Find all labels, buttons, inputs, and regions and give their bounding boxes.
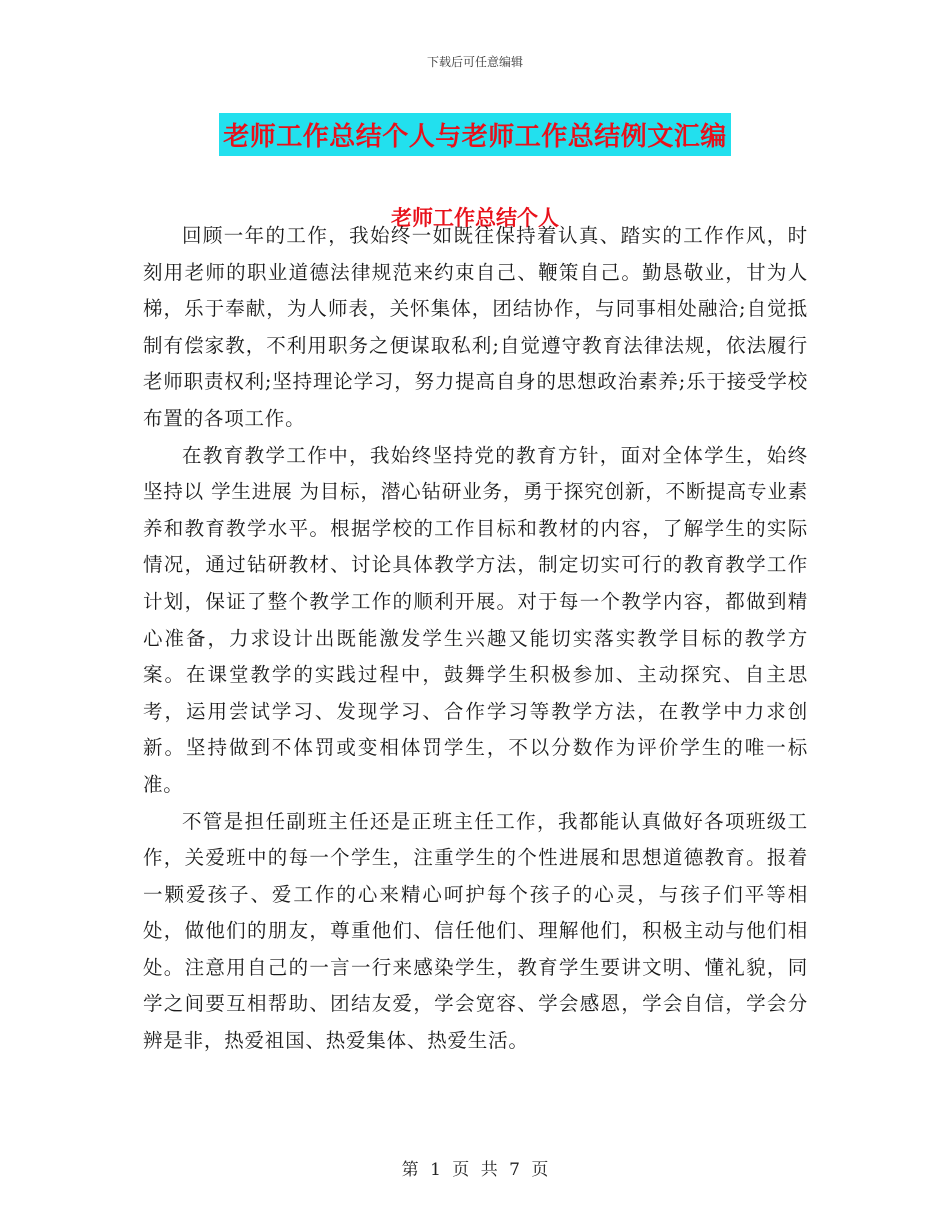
document-body [143,218,808,1060]
paragraph-1: 回顾一年的工作，我始终一如既往保持着认真、踏实的工作作风，时刻用老师的职业道德法律规范来约束自己、鞭策自己。勤恳敬业，甘为人梯，乐于奉献，为人师表，关怀集体，团结协作，与同事相处融洽;自觉抵制有偿家教，不利用职务之便谋取私利;自觉遵守教育法律法规，依法履行老师职责权利;坚持理论学习，努力提高自身的思想政治素养;乐于接受学校布置的各项工作。 [143,224,808,430]
main-title: 老师工作总结个人与老师工作总结例文汇编 [219,113,731,156]
paragraph-2: 在教育教学工作中，我始终坚持党的教育方针，面对全体学生，始终坚持以 学生进展 为目标，潜心钻研业务，勇于探究创新，不断提高专业素养和教育教学水平。根据学校的工作目标和教材的内容，了解学生的实际情况，通过钻研教材、讨论具体教学方法，制定切实可行的教育教学工作计划，保证了整个教学工作的顺利开展。对于每一个教学内容，都做到精心准备，力求设计出既能激发学生兴趣又能切实落实教学目标的教学方案。在课堂教学的实践过程中，鼓舞学生积极参加、主动探究、自主思考，运用尝试学习、发现学习、合作学习等教学方法，在教学中力求创新。坚持做到不体罚或变相体罚学生，不以分数作为评价学生的唯一标准。 [143,443,808,796]
main-title-container [0,113,950,156]
page-indicator: 第 1 页 共 7 页 [401,1160,549,1180]
header-note: 下载后可任意编辑 [426,55,523,69]
paragraph-3: 不管是担任副班主任还是正班主任工作，我都能认真做好各项班级工作，关爱班中的每一个学生，注重学生的个性进展和思想道德教育。报着一颗爱孩子、爱工作的心来精心呵护每个孩子的心灵，与孩子们平等相处，做他们的朋友，尊重他们、信任他们、理解他们，积极主动与他们相处。注意用自己的一言一行来感染学生，教育学生要讲文明、懂礼貌，同学之间要互相帮助、团结友爱，学会宽容、学会感恩，学会自信，学会分辨是非，热爱祖国、热爱集体、热爱生活。 [143,809,808,1053]
section-title: 老师工作总结个人 [391,205,559,230]
